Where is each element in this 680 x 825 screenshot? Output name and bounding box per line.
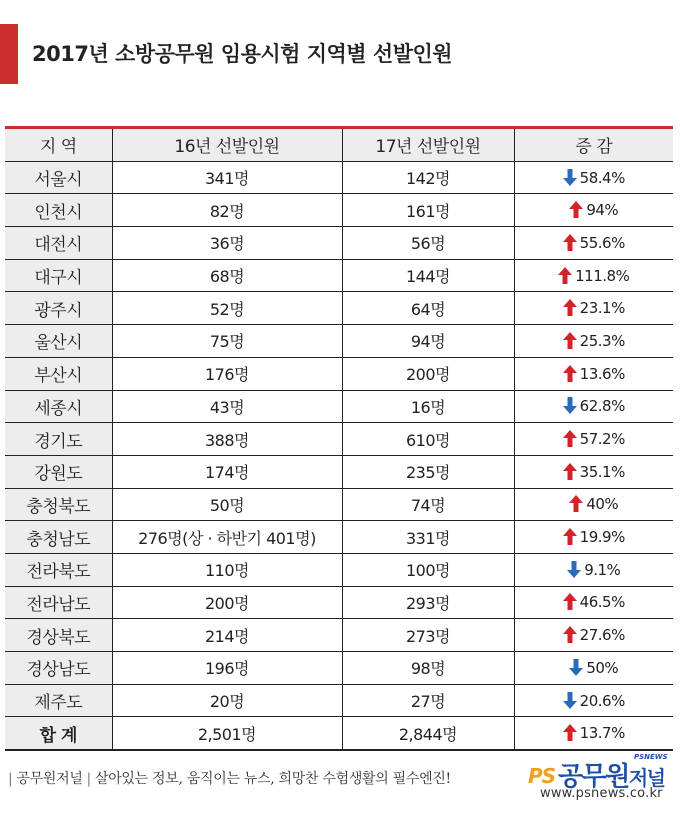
value-2017-cell: 293명 <box>342 586 514 619</box>
region-cell: 전라북도 <box>5 553 112 586</box>
table-row <box>5 684 673 717</box>
region-cell: 경상북도 <box>5 619 112 652</box>
table-row <box>5 488 673 521</box>
logo-tag: PSNEWS <box>634 753 668 761</box>
region-cell: 전라남도 <box>5 586 112 619</box>
change-value: 58.4% <box>579 168 625 187</box>
value-2017-cell: 200명 <box>342 357 514 390</box>
change-cell <box>514 259 673 292</box>
value-2017-cell: 100명 <box>342 553 514 586</box>
arrow-down-icon <box>563 692 577 709</box>
region-cell: 대전시 <box>5 227 112 260</box>
arrow-up-icon <box>563 365 577 382</box>
change-value: 62.8% <box>579 397 625 416</box>
total-row <box>5 717 673 750</box>
change-cell <box>514 586 673 619</box>
value-2016-cell: 276명(상 · 하반기 401명) <box>112 521 342 554</box>
value-2016-cell: 176명 <box>112 357 342 390</box>
value-2016-cell: 2,501명 <box>112 717 342 750</box>
value-2017-cell: 142명 <box>342 161 514 194</box>
region-cell: 경기도 <box>5 423 112 456</box>
change-cell <box>514 292 673 325</box>
table-row <box>5 455 673 488</box>
value-2016-cell: 214명 <box>112 619 342 652</box>
value-2017-cell: 2,844명 <box>342 717 514 750</box>
change-value: 23.1% <box>579 299 625 318</box>
region-cell: 울산시 <box>5 325 112 358</box>
footer-slogan: 살아있는 정보, 움직이는 뉴스, 희망찬 수험생활의 필수엔진! <box>94 771 451 787</box>
region-cell: 대구시 <box>5 259 112 292</box>
arrow-up-icon <box>563 626 577 643</box>
change-cell <box>514 423 673 456</box>
change-cell <box>514 227 673 260</box>
arrow-up-icon <box>563 332 577 349</box>
region-cell: 광주시 <box>5 292 112 325</box>
arrow-up-icon <box>563 463 577 480</box>
table-row <box>5 521 673 554</box>
arrow-up-icon <box>563 724 577 741</box>
separator: | <box>86 771 91 787</box>
change-value: 35.1% <box>579 462 625 481</box>
change-cell <box>514 161 673 194</box>
table-row <box>5 586 673 619</box>
change-value: 40% <box>586 495 619 514</box>
arrow-up-icon <box>563 234 577 251</box>
change-value: 25.3% <box>579 331 625 350</box>
table-row <box>5 227 673 260</box>
arrow-down-icon <box>569 659 583 676</box>
arrow-up-icon <box>563 299 577 316</box>
value-2016-cell: 341명 <box>112 161 342 194</box>
value-2017-cell: 610명 <box>342 423 514 456</box>
change-cell <box>514 652 673 685</box>
value-2016-cell: 36명 <box>112 227 342 260</box>
value-2016-cell: 174명 <box>112 455 342 488</box>
arrow-down-icon <box>567 561 581 578</box>
value-2017-cell: 27명 <box>342 684 514 717</box>
header-change: 증 감 <box>514 129 673 161</box>
change-value: 46.5% <box>579 593 625 612</box>
arrow-up-icon <box>569 495 583 512</box>
change-cell <box>514 325 673 358</box>
footer-slogan-line <box>4 768 451 788</box>
value-2016-cell: 388명 <box>112 423 342 456</box>
change-value: 27.6% <box>579 626 625 645</box>
value-2016-cell: 196명 <box>112 652 342 685</box>
arrow-up-icon <box>558 267 572 284</box>
region-cell: 합 계 <box>5 717 112 750</box>
region-cell: 인천시 <box>5 194 112 227</box>
title-bar <box>0 24 680 84</box>
region-cell: 부산시 <box>5 357 112 390</box>
change-cell <box>514 553 673 586</box>
value-2017-cell: 56명 <box>342 227 514 260</box>
arrow-up-icon <box>563 528 577 545</box>
value-2016-cell: 68명 <box>112 259 342 292</box>
table-header-row <box>5 129 673 161</box>
value-2017-cell: 273명 <box>342 619 514 652</box>
arrow-up-icon <box>563 593 577 610</box>
region-cell: 세종시 <box>5 390 112 423</box>
header-2016: 16년 선발인원 <box>112 129 342 161</box>
table-row <box>5 423 673 456</box>
value-2017-cell: 331명 <box>342 521 514 554</box>
change-cell <box>514 488 673 521</box>
psnews-logo <box>528 753 680 802</box>
table-row <box>5 161 673 194</box>
region-cell: 경상남도 <box>5 652 112 685</box>
change-cell <box>514 194 673 227</box>
table-row <box>5 652 673 685</box>
logo-name-small: 저널 <box>628 766 665 790</box>
value-2017-cell: 144명 <box>342 259 514 292</box>
region-cell: 제주도 <box>5 684 112 717</box>
value-2016-cell: 75명 <box>112 325 342 358</box>
region-cell: 서울시 <box>5 161 112 194</box>
table-row <box>5 390 673 423</box>
table-row <box>5 553 673 586</box>
value-2016-cell: 43명 <box>112 390 342 423</box>
arrow-up-icon <box>569 201 583 218</box>
logo-url: www.psnews.co.kr <box>540 786 663 801</box>
region-cell: 충청남도 <box>5 521 112 554</box>
table-row <box>5 194 673 227</box>
change-value: 13.7% <box>579 724 625 743</box>
change-value: 13.6% <box>579 364 625 383</box>
region-cell: 강원도 <box>5 455 112 488</box>
footer <box>0 753 680 802</box>
header-2017: 17년 선발인원 <box>342 129 514 161</box>
value-2016-cell: 50명 <box>112 488 342 521</box>
value-2017-cell: 235명 <box>342 455 514 488</box>
page-title: 2017년 소방공무원 임용시험 지역별 선발인원 <box>32 42 453 66</box>
logo-ps: PS <box>528 764 556 788</box>
change-value: 50% <box>586 658 619 677</box>
value-2016-cell: 52명 <box>112 292 342 325</box>
logo-name-main: 공무원 <box>558 762 629 792</box>
table-row <box>5 259 673 292</box>
arrow-up-icon <box>563 430 577 447</box>
table-row <box>5 325 673 358</box>
arrow-down-icon <box>563 397 577 414</box>
change-cell <box>514 357 673 390</box>
recruitment-table <box>5 126 673 751</box>
value-2016-cell: 82명 <box>112 194 342 227</box>
table-row <box>5 357 673 390</box>
separator: | <box>8 771 13 787</box>
change-cell <box>514 684 673 717</box>
change-cell <box>514 717 673 750</box>
change-cell <box>514 390 673 423</box>
arrow-down-icon <box>563 169 577 186</box>
value-2017-cell: 74명 <box>342 488 514 521</box>
change-cell <box>514 619 673 652</box>
change-value: 20.6% <box>579 691 625 710</box>
change-value: 9.1% <box>584 560 621 579</box>
change-value: 94% <box>586 201 619 220</box>
title-accent-bar <box>0 24 18 84</box>
region-cell: 충청북도 <box>5 488 112 521</box>
value-2016-cell: 20명 <box>112 684 342 717</box>
value-2017-cell: 94명 <box>342 325 514 358</box>
change-value: 111.8% <box>575 266 630 285</box>
value-2017-cell: 98명 <box>342 652 514 685</box>
header-region: 지 역 <box>5 129 112 161</box>
value-2017-cell: 64명 <box>342 292 514 325</box>
change-value: 19.9% <box>579 528 625 547</box>
value-2017-cell: 16명 <box>342 390 514 423</box>
value-2017-cell: 161명 <box>342 194 514 227</box>
value-2016-cell: 200명 <box>112 586 342 619</box>
change-cell <box>514 455 673 488</box>
change-value: 57.2% <box>579 430 625 449</box>
table-row <box>5 292 673 325</box>
change-cell <box>514 521 673 554</box>
footer-brand: 공무원저널 <box>16 771 83 787</box>
table-row <box>5 619 673 652</box>
value-2016-cell: 110명 <box>112 553 342 586</box>
change-value: 55.6% <box>579 233 625 252</box>
